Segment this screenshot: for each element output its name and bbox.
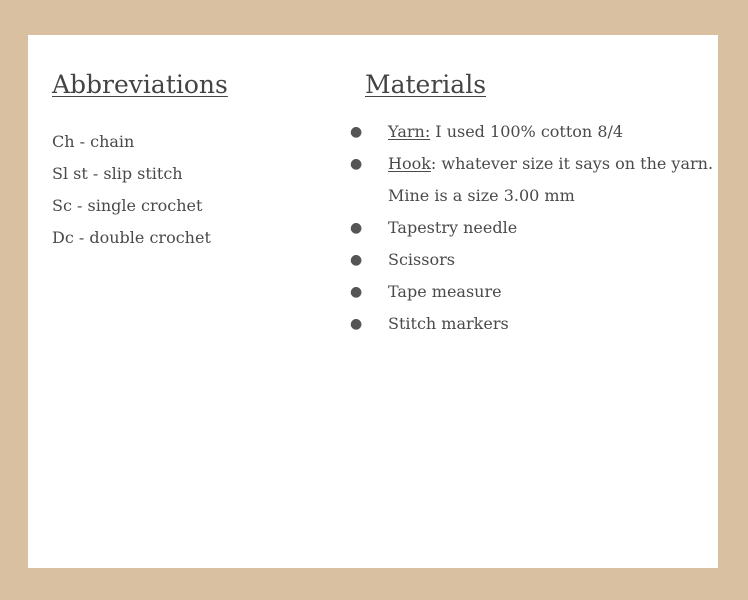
bullet-icon: ● [350, 252, 363, 268]
yarn-label: Yarn: [388, 122, 431, 141]
materials-item-label: Stitch markers [388, 314, 509, 333]
materials-section [350, 69, 714, 340]
materials-item [350, 212, 705, 244]
abbreviations-list [52, 126, 332, 254]
bullet-icon: ● [350, 284, 363, 300]
materials-item-label: Scissors [388, 250, 455, 269]
abbreviations-section [52, 69, 332, 254]
abbreviation-item: Dc - double crochet [52, 228, 211, 247]
bullet-icon: ● [350, 316, 363, 332]
materials-heading: Materials [365, 70, 487, 99]
abbreviation-item: Sc - single crochet [52, 196, 203, 215]
materials-item-hook [350, 148, 714, 212]
materials-item [350, 308, 705, 340]
materials-item-yarn [350, 116, 705, 148]
abbreviations-heading: Abbreviations [52, 70, 228, 99]
materials-item [350, 244, 705, 276]
materials-list [350, 116, 714, 340]
hook-label: Hook [388, 154, 431, 173]
document-page [28, 35, 718, 568]
abbreviation-item: Sl st - slip stitch [52, 164, 183, 183]
bullet-icon: ● [350, 124, 363, 140]
materials-item-label: Tape measure [388, 282, 502, 301]
hook-continuation: Mine is a size 3.00 mm [388, 186, 575, 205]
bullet-icon: ● [350, 156, 363, 172]
abbreviation-item: Ch - chain [52, 132, 135, 151]
materials-item [350, 276, 705, 308]
bullet-icon: ● [350, 220, 363, 236]
hook-text: : whatever size it says on the yarn. [430, 154, 714, 173]
yarn-text: I used 100% cotton 8/4 [430, 122, 624, 141]
materials-item-label: Tapestry needle [388, 218, 518, 237]
